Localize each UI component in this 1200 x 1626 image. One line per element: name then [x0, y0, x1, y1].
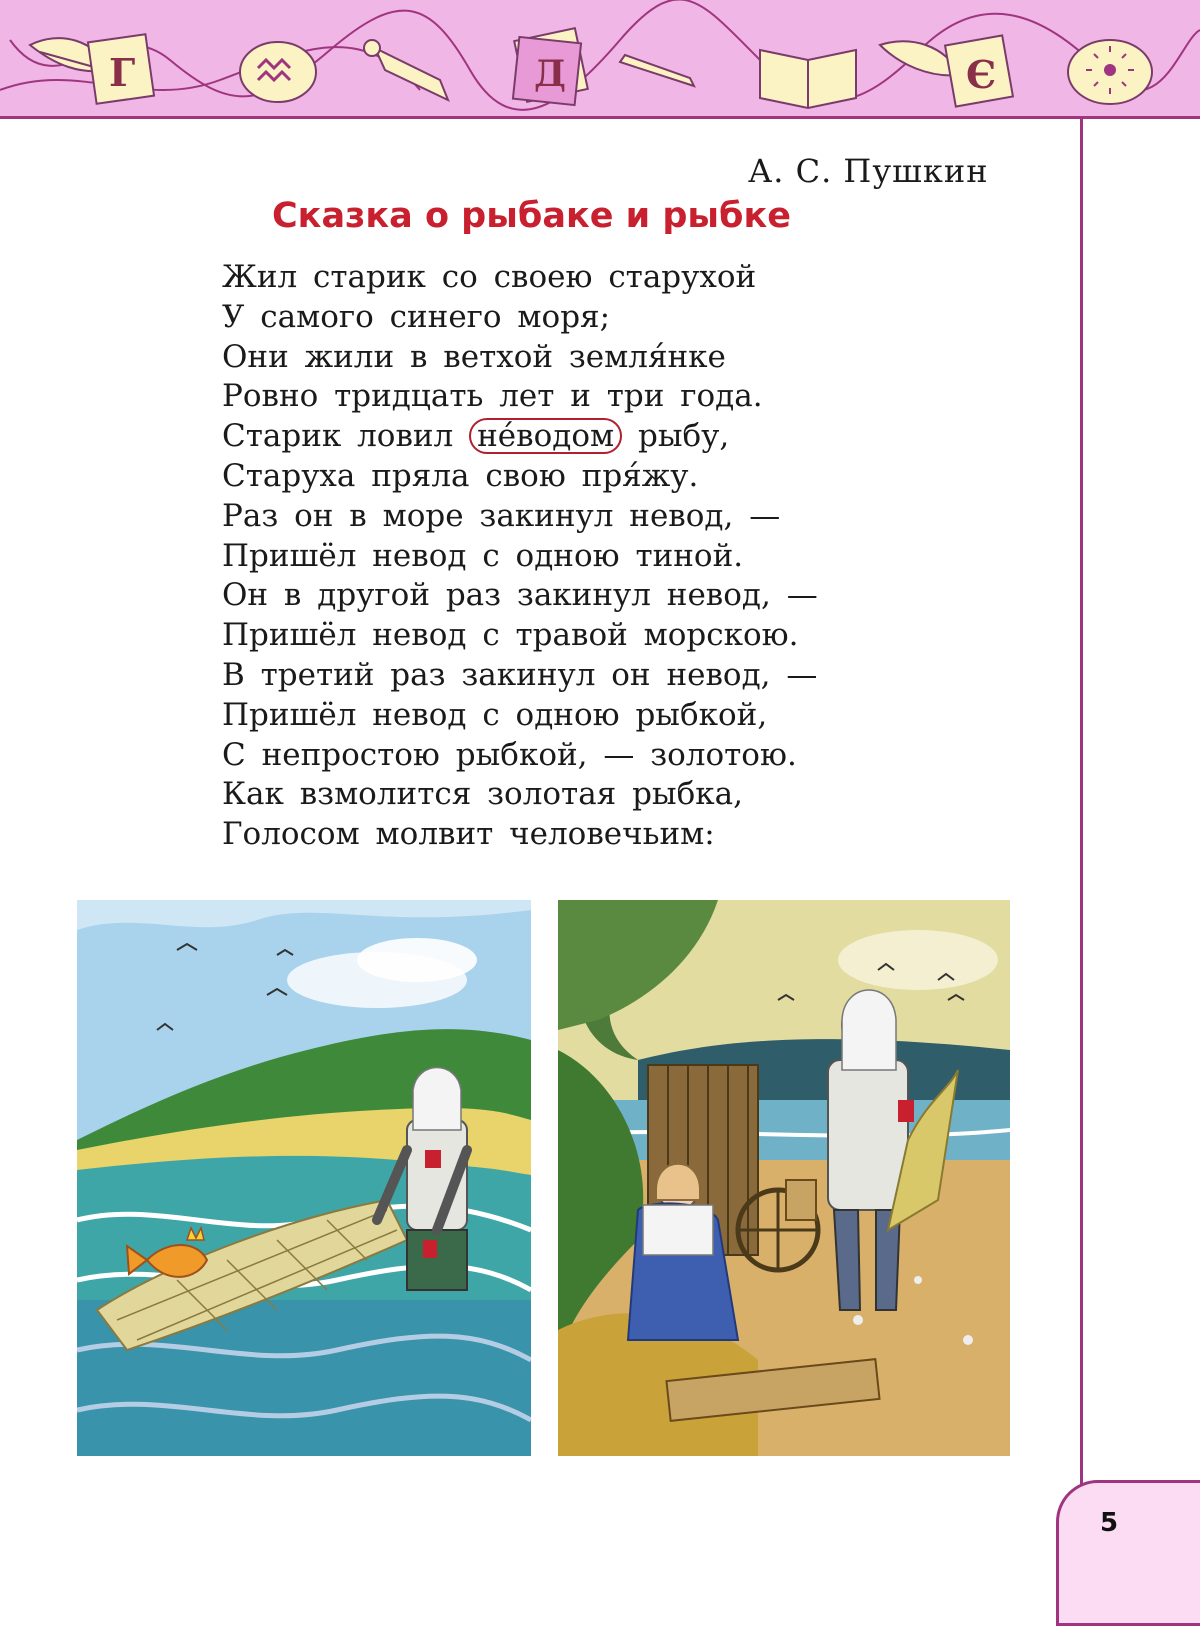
poem-line: Голосом молвит человечьим: — [222, 816, 715, 853]
page-margin-rule — [1080, 116, 1083, 1488]
letter-e-icon — [945, 35, 1013, 106]
svg-text:Д: Д — [534, 53, 567, 95]
poem-line-end: рыбу, — [637, 418, 730, 455]
sun-symbol-icon — [1068, 40, 1152, 104]
svg-text:Є: Є — [966, 52, 997, 97]
poem-line: Как взмолится золотая рыбка, — [222, 776, 743, 813]
author-name: А. С. Пушкин — [748, 152, 989, 190]
poem-line: У самого синего моря; — [222, 298, 611, 335]
page-number-tab — [1056, 1480, 1200, 1626]
poem-line: Ровно тридцать лет и три года. — [222, 378, 763, 415]
svg-text:Г: Г — [109, 50, 136, 95]
poem-line — [222, 417, 818, 457]
scroll-icon — [364, 40, 448, 100]
page-number: 5 — [1100, 1508, 1119, 1538]
poem-line: Старуха пряла свою пря́жу. — [222, 457, 699, 494]
poem-line: С непростою рыбкой, — золотою. — [222, 736, 797, 773]
letter-g-icon — [88, 34, 154, 103]
poem-line: В третий раз закинул он невод, — — [222, 656, 818, 693]
pencil-icon — [620, 55, 694, 86]
poem-line: Жил старик со своею старухой — [222, 259, 757, 295]
circled-word: не́водом — [469, 418, 622, 454]
letter-d-icon — [513, 28, 588, 105]
poem-line: Пришёл невод с одною тиной. — [222, 537, 744, 574]
poem-line: Они жили в ветхой земля́нке — [222, 338, 726, 375]
poem-text — [222, 258, 818, 855]
poem-line: Пришёл невод с одною рыбкой, — [222, 696, 768, 733]
poem-title: Сказка о рыбаке и рыбке — [272, 196, 791, 236]
illustration-old-couple — [558, 900, 1010, 1456]
poem-line: Пришёл невод с травой морскою. — [222, 617, 799, 654]
zigzag-badge-icon — [240, 42, 316, 102]
header-decorations — [0, 0, 1200, 116]
poem-line-start: Старик ловил — [222, 418, 454, 455]
poem-line: Он в другой раз закинул невод, — — [222, 577, 818, 614]
illustration-fisherman-net — [77, 900, 531, 1456]
poem-line: Раз он в море закинул невод, — — [222, 497, 781, 534]
open-book-icon — [760, 50, 856, 108]
